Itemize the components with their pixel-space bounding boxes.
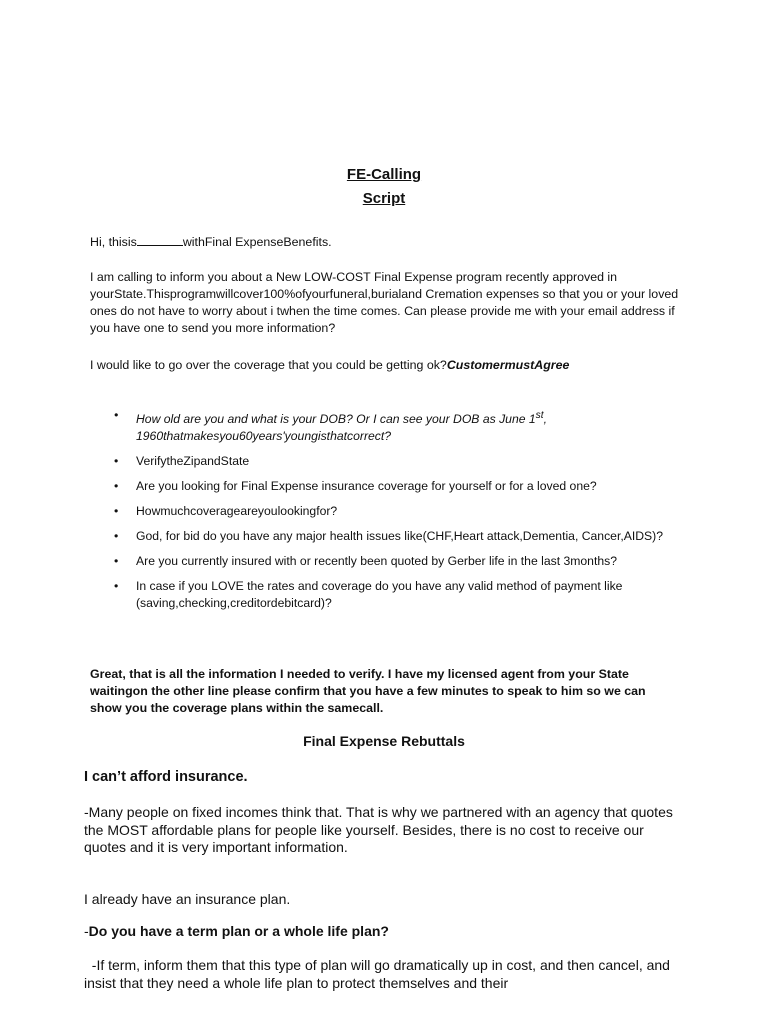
bullet-icon: • [114,454,119,469]
bullet-icon: • [114,408,119,422]
intro-paragraph: I am calling to inform you about a New LOW-COST Final Expense program recently approved in yourState.Thisprogramwillcover100%ofyourfuneral,burialand Cremation expenses so that you or your loved ones do not have to worry about i twhen the time comes. Can please provide me with your email address if you have one to send you more information? [90,270,679,335]
bullet-icon: • [114,529,119,544]
bullet-icon: • [114,554,119,569]
greeting-text-pre: Hi, thisis [90,235,137,249]
question-item-amount [110,503,670,520]
bullet-icon: • [114,579,119,594]
question-text: , 1960thatmakesyou60years'youngisthatcorrect? [136,412,547,444]
question-plan-type [84,923,684,941]
answer-cant-afford: -Many people on fixed incomes think that. That is why we partnered with an agency that quotes the MOST affordable plans for people like yourself. Besides, there is no cost to receive our quotes and it is very important information. [84,804,673,855]
question-prefix: - [84,923,89,939]
question-text: Howmuchcoverageareyoulookingfor? [136,504,338,519]
coverage-text: I would like to go over the coverage that you could be getting ok? [90,358,447,372]
question-item-payment [110,578,670,612]
question-item-dob [110,407,670,445]
question-item-zip [110,453,670,470]
objection-cant-afford: I can’t afford insurance. [84,769,248,785]
document-title: FE-Calling [346,166,422,183]
question-item-insured [110,553,670,570]
question-text: How old are you and what is your DOB? Or I can see your DOB as June 1 [136,412,536,427]
rebuttals-heading: Final Expense Rebuttals [303,733,465,749]
question-list [110,407,670,620]
closing-paragraph: Great, that is all the information I needed to verify. I have my licensed agent from your State waitingon the other line please confirm that you have a few minutes to speak to him so we can show you the coverage plans within the samecall. [90,667,646,715]
question-sup: st [535,410,544,421]
bullet-icon: • [114,504,119,519]
greeting-line [90,234,680,251]
question-text: Are you currently insured with or recently been quoted by Gerber life in the last 3months? [136,554,617,569]
greeting-text-post: withFinal ExpenseBenefits. [182,235,332,249]
question-text: In case if you LOVE the rates and coverage do you have any valid method of payment like (saving,checking,creditordebitcard)? [136,579,623,611]
bullet-icon: • [114,479,119,494]
coverage-line [90,357,680,374]
question-text: Are you looking for Final Expense insurance coverage for yourself or for a loved one? [136,479,597,494]
question-text: VerifytheZipandState [136,454,250,469]
question-plan-type-text: Do you have a term plan or a whole life plan? [88,923,389,939]
name-blank-line [137,234,183,246]
answer-have-plan: -If term, inform them that this type of plan will go dramatically up in cost, and then cancel, and insist that they need a whole life plan to protect themselves and their [84,957,674,991]
question-item-health [110,528,670,545]
document-subtitle: Script [362,190,406,207]
objection-have-plan: I already have an insurance plan. [84,891,291,907]
question-item-coverage-for [110,478,670,495]
question-text: God, for bid do you have any major health issues like(CHF,Heart attack,Dementia, Cancer,AIDS)? [136,529,664,544]
coverage-note: CustomermustAgree [446,358,570,372]
